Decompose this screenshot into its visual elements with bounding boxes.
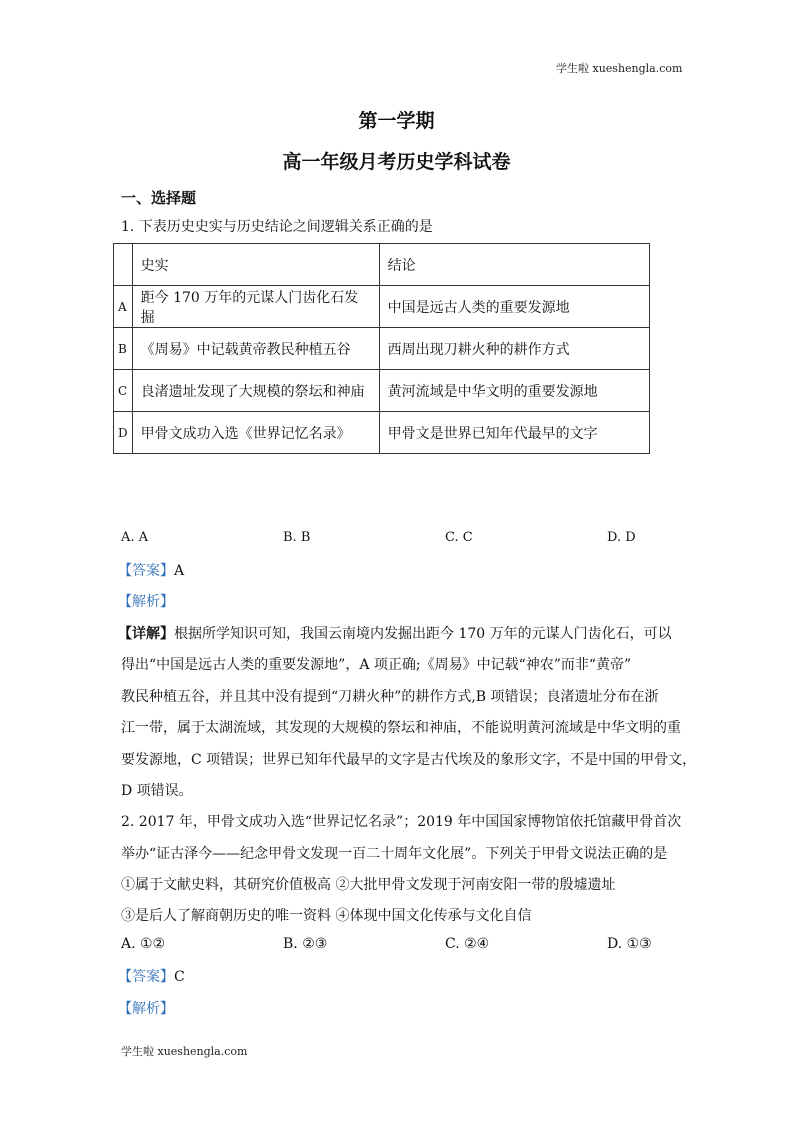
table-row — [114, 412, 650, 454]
q1-analysis-label: 【解析】 — [118, 594, 174, 610]
table-row — [114, 370, 650, 412]
answer-value: A — [174, 563, 185, 579]
q1-option-a: A. A — [121, 530, 149, 545]
q1-detail-line: 得出“中国是远古人类的重要发源地”，A 项正确;《周易》中记载“神农”而非“黄帝” — [121, 657, 632, 673]
table-cell: 黄河流域是中华文明的重要发源地 — [379, 370, 649, 412]
q1-option-b: B. B — [283, 530, 311, 545]
title-line1: 第一学期 — [358, 110, 435, 132]
table-cell: B — [114, 328, 133, 370]
table-cell: 距今 170 万年的元谋人门齿化石发掘 — [132, 286, 379, 328]
title-line2: 高一年级月考历史学科试卷 — [282, 151, 511, 173]
table-header-fact: 史实 — [132, 244, 379, 286]
q2-analysis-label: 【解析】 — [118, 1001, 174, 1017]
table-row — [114, 328, 650, 370]
table-cell — [114, 244, 133, 286]
table-cell: 甲骨文成功入选《世界记忆名录》 — [132, 412, 379, 454]
q2-option-a: A. ①② — [121, 936, 166, 952]
q1-detail-line: 教民种植五谷，并且其中没有提到“刀耕火种”的耕作方式,B 项错误；良渚遗址分布在浙 — [121, 689, 659, 705]
q2-stem-line: ①属于文献史料，其研究价值极高 ②大批甲骨文发现于河南安阳一带的殷墟遗址 — [121, 877, 616, 893]
table-cell: C — [114, 370, 133, 412]
q2-option-b: B. ②③ — [283, 936, 328, 952]
q1-stem: 1. 下表历史史实与历史结论之间逻辑关系正确的是 — [121, 219, 433, 235]
q2-stem-line: 2. 2017 年，甲骨文成功入选“世界记忆名录”；2019 年中国国家博物馆依托馆藏甲骨首次 — [121, 814, 682, 830]
q2-stem-line: 举办“证古泽今——纪念甲骨文发现一百二十周年文化展”。下列关于甲骨文说法正确的是 — [121, 846, 668, 862]
q1-answer — [118, 560, 184, 580]
q1-detail-line — [118, 623, 672, 643]
table-cell: 良渚遗址发现了大规模的祭坛和神庙 — [132, 370, 379, 412]
table-cell: 西周出现刀耕火种的耕作方式 — [379, 328, 649, 370]
answer-value: C — [174, 969, 185, 985]
q2-option-c: C. ②④ — [445, 936, 490, 952]
detail-text: 根据所学知识可知，我国云南境内发掘出距今 170 万年的元谋人门齿化石，可以 — [174, 626, 672, 642]
footer-site: 学生啦 xueshengla.com — [121, 1045, 248, 1058]
table-row — [114, 286, 650, 328]
table-cell: 《周易》中记载黄帝教民种植五谷 — [132, 328, 379, 370]
answer-label: 【答案】 — [118, 969, 174, 985]
q1-detail-line: D 项错误。 — [121, 783, 193, 799]
q1-detail-line: 江一带，属于太湖流域，其发现的大规模的祭坛和神庙，不能说明黄河流域是中华文明的重 — [121, 720, 681, 736]
q1-detail-line: 要发源地，C 项错误；世界已知年代最早的文字是古代埃及的象形文字，不是中国的甲骨文， — [121, 752, 697, 768]
section-heading: 一、选择题 — [121, 189, 197, 207]
answer-label: 【答案】 — [118, 563, 174, 579]
table-cell: 甲骨文是世界已知年代最早的文字 — [379, 412, 649, 454]
detail-label: 【详解】 — [118, 626, 174, 642]
q1-table — [113, 243, 650, 454]
table-cell: D — [114, 412, 133, 454]
table-cell: A — [114, 286, 133, 328]
header-site: 学生啦 xueshengla.com — [556, 62, 683, 75]
q1-option-c: C. C — [445, 530, 473, 545]
q2-answer — [118, 966, 185, 986]
q1-option-d: D. D — [607, 530, 636, 545]
table-row — [114, 244, 650, 286]
q2-option-d: D. ①③ — [607, 936, 652, 952]
table-cell: 中国是远古人类的重要发源地 — [379, 286, 649, 328]
q2-stem-line: ③是后人了解商朝历史的唯一资料 ④体现中国文化传承与文化自信 — [121, 908, 532, 924]
table-header-conclusion: 结论 — [379, 244, 649, 286]
